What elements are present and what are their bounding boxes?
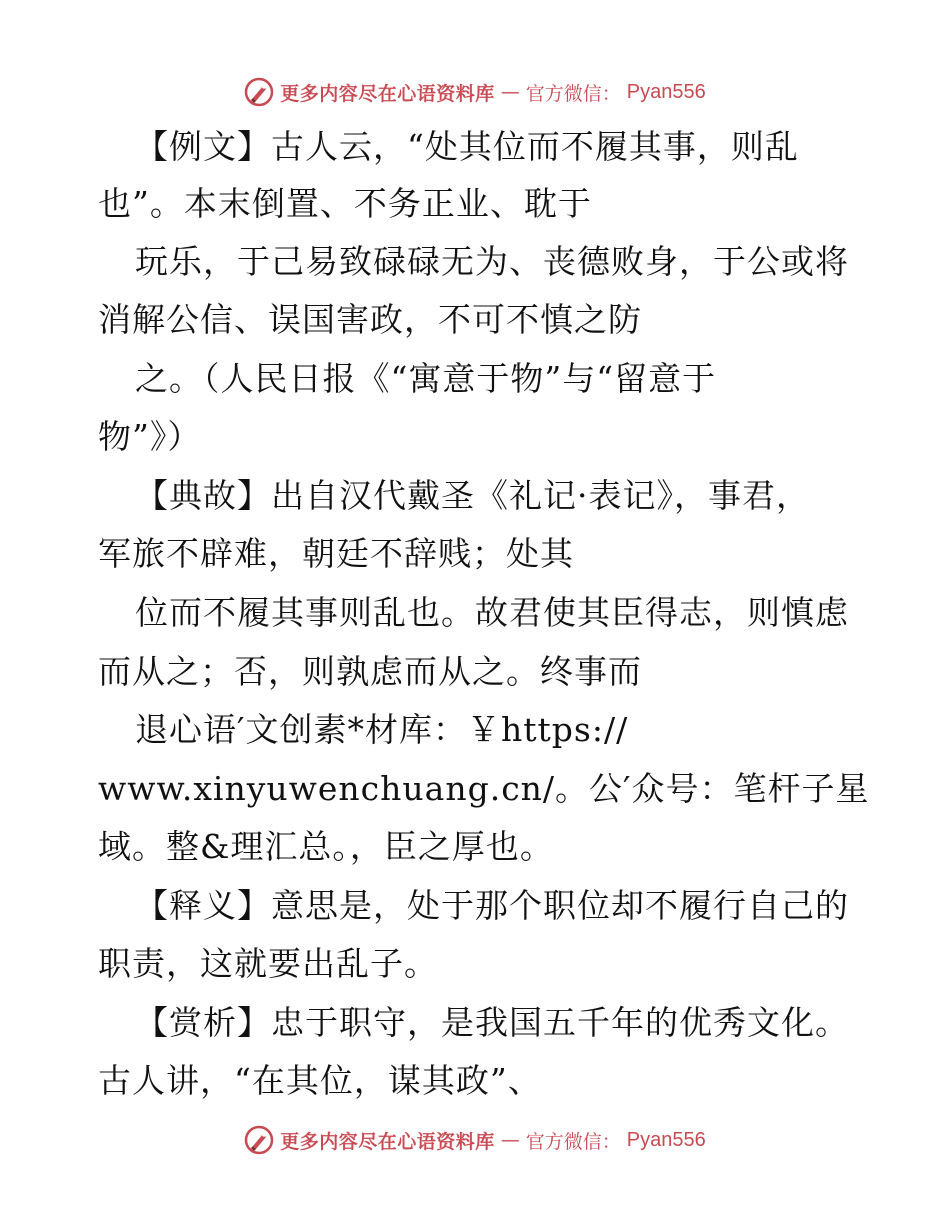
text-line-12: www.xinyuwenchuang.cn/。公′众号：笔杆子星 (98, 769, 870, 808)
watermark-banner (244, 1125, 706, 1155)
text-line-9: 位而不履其事则乱也。故君使其臣得志，则慎虑 (135, 593, 849, 632)
pen-nib-logo-icon (244, 1125, 274, 1155)
text-line-1: 【例文】古人云，“处其位而不履其事，则乱 (135, 127, 799, 166)
text-line-17: 古人讲，“在其位，谋其政”、 (98, 1061, 542, 1100)
text-line-10: 而从之；否，则孰虑而从之。终事而 (98, 652, 642, 691)
banner-separator: — (500, 1129, 520, 1151)
banner-wechat-label: 官方微信： (525, 1130, 621, 1153)
banner-text: 更多内容尽在心语资料库 (280, 1130, 495, 1153)
banner-separator: — (500, 81, 520, 103)
banner-wechat-id: Pyan556 (626, 1128, 706, 1151)
text-line-16: 【赏析】忠于职守，是我国五千年的优秀文化。 (135, 1003, 849, 1042)
text-line-13: 域。整&理汇总。，臣之厚也。 (98, 827, 554, 866)
text-line-3: 玩乐，于己易致碌碌无为、丧德败身，于公或将 (135, 242, 849, 281)
text-line-7: 【典故】出自汉代戴圣《礼记·表记》，事君， (135, 476, 810, 515)
text-line-14: 【释义】意思是，处于那个职位却不履行自己的 (135, 886, 849, 925)
text-line-11: 退心语′文创素*材库：￥https:// (135, 710, 629, 749)
header-watermark-banner (0, 72, 950, 112)
footer-watermark-banner (0, 1120, 950, 1160)
pen-nib-logo-icon (244, 77, 274, 107)
text-line-4: 消解公信、误国害政，不可不慎之防 (98, 300, 642, 339)
banner-text: 更多内容尽在心语资料库 (280, 82, 495, 105)
watermark-banner (244, 77, 706, 107)
text-line-2: 也”。本末倒置、不务正业、耽于 (98, 184, 592, 223)
text-line-5: 之。（人民日报《“寓意于物”与“留意于 (135, 359, 717, 398)
text-line-8: 军旅不辟难，朝廷不辞贱；处其 (98, 534, 574, 573)
text-line-6: 物”》） (98, 417, 202, 456)
text-line-15: 职责，这就要出乱子。 (98, 944, 438, 983)
banner-wechat-id: Pyan556 (626, 80, 706, 103)
banner-wechat-label: 官方微信： (525, 82, 621, 105)
